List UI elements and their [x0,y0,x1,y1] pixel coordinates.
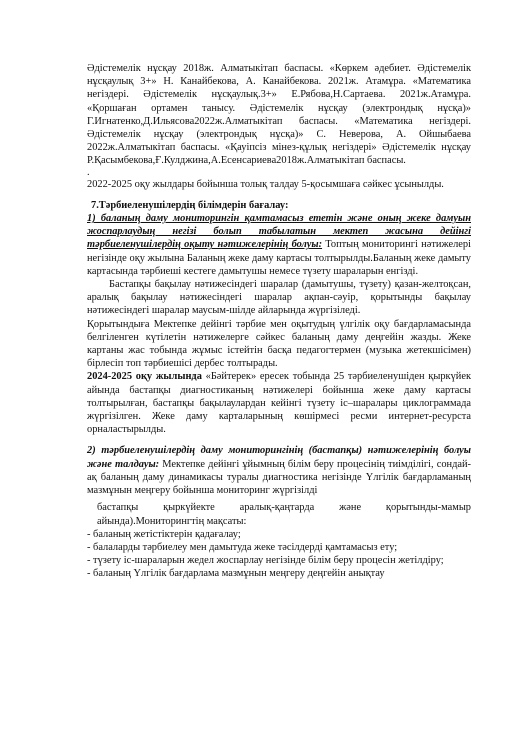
list-item: - түзету іс-шараларын жедел жоспарлау негізінде білім беру процесін жетілдіру; [87,555,444,567]
section-2-title: 2) тәрбиеленушілердің даму мониторингінің (бастапқы) нәтижелерінің болуы және талдауы: [87,445,471,470]
control-measures-paragraph: Бастапқы бақылау нәтижесіндегі шаралар (дамытушы, түзету) қазан-желтоқсан, аралық бақылау нәтижесіндегі шаралар ақпан-сәуір, қорытынды бақылау нәтижесіндегі шаралар маусым-шілде айларында жүргізіледі. [87,279,471,317]
references-paragraph: Әдістемелік нұсқау 2018ж. Алматыкітап баспасы. «Көркем әдебиет. Әдістемелік нұсқаулық 3+» Н. Канайбекова, А. Канайбекова. 2021ж. Атамұра. «Математика негіздері. Әдістемелік нұсқаулық.3+» Е.Рябова,Н.Сартаева. 2021ж.Атамұра. «Қоршаған ортамен танысу. Әдістемелік нұсқау (электрондық нұсқа)» Г.Игнатенко,Д.Ильясова2022ж.Алматыкітап баспасы. «Математика негіздері. Әдістемелік нұсқау (электрондық нұсқа)» С. Неверова, А. Ойшыбаева 2022ж.Алматыкітап баспасы. «Қауіпсіз мінез-құлық негіздері» Әдістемелік нұсқау Р.Қасымбекова,Ғ.Кулджина,А.Есенсариева2018ж.Алматыкітап баспасы. [87,63,471,167]
item-1-text: Топтың мониторингі нәтижелері негізінде оқу жылына Баланың жеке даму картасы толтырылды.Баланың жеке дамыту картасында тәрбиеші кестеге дамытушы немесе түзету шараларын енгізді. [87,239,471,277]
year-2024-text: «Бәйтерек» ересек тобында 25 тәрбиеленушіден қыркүйек айында бастапқы диагностиканың нәтижелері бойынша жеке даму картасы толтырылған, бастапқы бақылаулардан кейінгі түзету іс–шаралары циклограммада жүргізілген. Жеке даму карталарының көшірмесі ресми интернет-ресурста орналастырылды. [87,371,471,436]
section-7-item-1 [87,212,471,278]
section-2-paragraph [87,444,471,497]
stray-dot: . [87,166,90,178]
section-2-text-2: бастапқы қыркүйекте аралық-қаңтарда және қорытынды-мамыр айында).Мониторингтің мақсаты: [97,502,471,527]
section-7-heading: 7.Тәрбиеленушілердің білімдерін бағалау: [91,199,289,211]
list-item: - баланың жетістіктерін қадағалау; [87,528,241,540]
item-1-title: 1) баланың даму мониторингін қамтамасыз ететін және оның жеке дамуын жоспарлаудың негізі болып табылатын мектеп жасына дейінгі тәрбиеленушілердің оқыту нәтижелерінің болуы: [87,213,471,251]
monitoring-goals-list [87,528,471,581]
list-item: - балаларды тәрбиелеу мен дамытуда жеке тәсілдерді қамтамасыз ету; [87,541,398,553]
year-2024-paragraph [87,370,471,436]
section-2-text: Мектепке дейінгі ұйымның білім беру процесінің тиімділігі, сондай-ақ баланың даму динамикасы туралы диагностика негізінде Үлгілік бағдарламаның мазмұнын меңгеру бойынша мониторинг жүргізілді [87,458,472,497]
conclusion-paragraph: Қорытындыға Мектепке дейінгі тәрбие мен оқытудың үлгілік оқу бағдарламасында белгіленген күтілетін нәтижелерге сәйкес баланың даму деңгейін жазды. Жеке картаны жас тобында жұмыс істейтін басқа педагогтермен (музыка жетекшісімен) бірлесіп топ тәрбиешісі дербес толтырады. [87,318,471,370]
list-item: - баланың Үлгілік бағдарлама мазмұнын меңгеру деңгейін анықтау [87,568,385,580]
year-2024-lead: 2024-2025 оқу жылында [87,371,202,383]
analysis-note: 2022-2025 оқу жылдары бойынша толық талдау 5-қосымшаға сәйкес ұсынылды. [87,178,444,190]
